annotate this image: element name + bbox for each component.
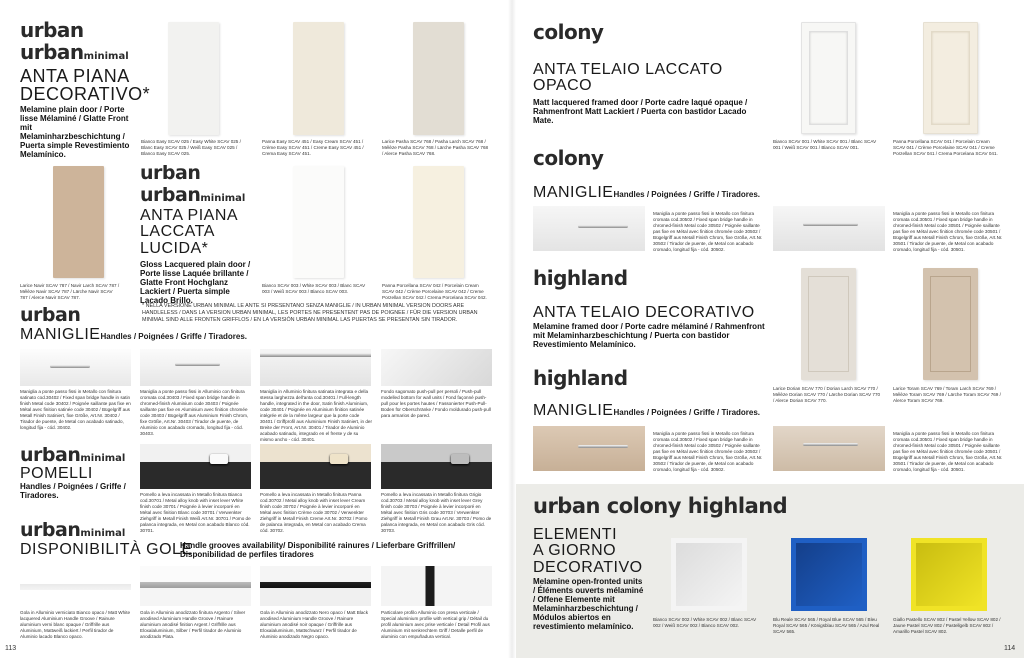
elementi-subtitle: Melamine open-fronted units / Éléments ouverts mélaminé / Offene Elemente mit Melaminharzbeschichtung / Módulos abiertos en revestimiento melamínico. bbox=[533, 577, 644, 631]
section-subtitle: Handles / Poignées / Griffe / Tiradores. bbox=[613, 408, 761, 417]
brand-logo-text: urban bbox=[20, 444, 81, 466]
knob-caption: Pomello a leva incassata in Metallo finitura Panna cod.30702 / Metal alloy knob with inset lever Cream finish code 30702 / Poignée à levier incorporé en Métal avec finition Crème code 30702 / Verwenkter Ziehgriff in Metall Finish Creme Art.Nr. 30702 / Pomo de palanca integrada, en Metal con acabado Crema cód. 30702. bbox=[260, 492, 368, 533]
unit-caption: Bianco SCAV 002 / White SCAV 002 / Blanc SCAV 002 / Weiß SCAV 002 / Blanco SCAV 002. bbox=[653, 617, 757, 628]
section-title: MANIGLIE bbox=[533, 184, 614, 201]
door-caption: Bianco Easy SCAV 025 / Easy White SCAV 025 / Blanc Easy SCAV 025 / Weiß Easy SCAV 025 / Blanco Easy SCAV 025. bbox=[141, 139, 241, 156]
groove-photo bbox=[20, 566, 131, 606]
groove-photo bbox=[140, 566, 251, 606]
door-caption: Panna Porcellana SCAV 042 / Porcelain Cream SCAV 042 / Crème Porcelaine SCAV 042 / Creme Porzellan SCAV 042 / Crema Porcelana SCAV 042. bbox=[382, 283, 487, 300]
anta-laccata-title bbox=[140, 208, 238, 257]
handle-caption: Maniglia a ponte passo fissi in Alluminio con finitura cromata cod.30403 / Fixed span bridge handle in chromed-finish Aluminium code 30403 / Poignée saillante pas fixe en Aluminium avec finition chromée code 30403 / Bügelgriff aus Aluminium Finish Chrom, fixe Größe, Art.Nr. 30403 / Tirador de puente, de Aluminio con acabado cromado, longitud fija - cód. 30403. bbox=[140, 389, 249, 436]
brand-logo-text: urban bbox=[20, 519, 81, 541]
brand-logo-suffix: minimal bbox=[83, 51, 129, 62]
door-caption: Panna Porcellana SCAV 041 / Porcelain Cream SCAV 041 / Crème Porcelaine SCAV 041 / Creme Porzellan SCAV 041 / Crema Porcelana SCAV 041. bbox=[893, 139, 998, 156]
page-number: 113 bbox=[5, 645, 17, 652]
title-line: ANTA PIANA bbox=[140, 207, 239, 224]
unit-interior bbox=[916, 543, 982, 606]
handle-photo bbox=[140, 349, 251, 386]
door-caption: Larice Navir SCAV 787 / Navir Larch SCAV 787 / Mélèze Navir SCAV 787 / Lärche Navir SCAV 787 / Alerce Navir SCAV 787. bbox=[20, 283, 120, 300]
elementi-title bbox=[533, 527, 643, 576]
brand-logo-urban: urban bbox=[533, 494, 600, 518]
door-caption: Panna Easy SCAV 451 / Easy Cream SCAV 451 / Crème Easy SCAV 451 / Creme Easy SCAV 451 / Crema Easy SCAV 451. bbox=[262, 139, 364, 156]
door-frame-panel bbox=[930, 276, 971, 372]
handle-caption: Maniglia a ponte passo fissi in Metallo con finitura satinato cod.30402 / Fixed span bridge handle in satin finish Metal code 30402 / Poignée saillante pas fixe en Métal avec finition satinée code 30402 / Bügelgriff aus Metall Finish Satiniert, fixe Größe, Art.Nr. 30402 / Tirador de puente, de Metal con acabado satinado, longitud fija - cód. 30402. bbox=[20, 389, 131, 430]
knob-photo bbox=[260, 444, 371, 489]
title-line: DECORATIVO* bbox=[20, 84, 151, 105]
handle-bar bbox=[50, 365, 90, 368]
highland-anta-title: ANTA TELAIO DECORATIVO bbox=[533, 304, 755, 321]
handle-photo bbox=[533, 206, 645, 251]
open-unit-swatch bbox=[791, 538, 867, 611]
knob-door-top bbox=[381, 444, 492, 462]
knob-caption: Pomello a leva incassata in Metallo finitura Grigio cod.30703 / Metal alloy knob with inset lever Grey finish code 30703 / Poignée à levier incorporé en Métal avec finition Gris code 30703 / Verwenkter Ziehgriff in Metall Finish Grau Art.Nr. 30703 / Pomo de palanca integrada, en Metal con acabado Gris cód. 30703. bbox=[381, 492, 492, 533]
brand-logo-highland: highland bbox=[533, 266, 628, 290]
door-swatch bbox=[413, 166, 464, 278]
anta-piana-title bbox=[20, 67, 150, 104]
handle-caption: Maniglia a ponte passo fissi in Metallo con finitura cromata cod.30502 / Fixed span bridge handle in chromed-finish Metal code 30502 / Poignée saillante pas fixe en Métal avec finition chromée code 30502 / Bügelgriff aus Metall Finish Chrom, fixe Größe, Art.Nr. 30502 / Tirador de puente, de Metal con acabado cromado, longitud fija - cód. 30502. bbox=[653, 431, 763, 472]
page-number: 114 bbox=[1004, 645, 1016, 652]
door-swatch bbox=[413, 22, 464, 135]
title-line: DECORATIVO bbox=[533, 558, 643, 576]
footnote: * NELLA VERSIONE URBAN MINIMAL LE ANTE SI PRESENTANO SENZA MANIGLIE / IN URBAN MINIMAL VERSION DOORS ARE HANDLELESS / DANS LA VERSION URBAN MINIMAL, LES PORTES NE PRESENTENT PAS DE POIGNEE / FÜR DIE VERSION URBAN MINIMAL SIND ALLE FRONTEN GRIFFLOS / EN LA VERSIÓN URBAN MINIMAL LAS PUERTAS SE PRESENTAN SIN TIRADOR. bbox=[142, 303, 478, 323]
brand-logo-suffix: minimal bbox=[80, 528, 126, 539]
anta-piana-subtitle: Melamine plain door / Porte lisse Mélaminé / Glatte Front mit Melaminharzbeschichtung / Puerta simple Revestimiento Melamínico. bbox=[20, 105, 130, 159]
groove-caption: Gola in Alluminio verniciato Bianco opaco / Matt White lacquered Aluminium Handle Groove / Rainure aluminium verni blanc opaque / Griffrille aus Aluminium, Mattweiß lackiert / Perfil tirador de Aluminio lacado Blanco opaco. bbox=[20, 610, 131, 639]
knob-door-top bbox=[140, 444, 251, 462]
page-spine bbox=[508, 0, 516, 658]
groove-caption: Particolare profilo Alluminio con presa verticale / Special aluminium profile with vertical grip / Détail du profil aluminium avec prise verticale / Detail Profil aus Aluminium mit senkrechtem Griff / Detalle perfil de aluminio con empuñadura vertical. bbox=[381, 610, 490, 639]
handle-photo bbox=[773, 206, 885, 251]
unit-interior bbox=[676, 543, 742, 606]
title-line: ANTA TELAIO LACCATO bbox=[533, 61, 723, 78]
title-line: OPACO bbox=[533, 77, 593, 95]
handle-photo bbox=[533, 426, 645, 471]
door-swatch bbox=[293, 166, 344, 278]
brand-logo-suffix: minimal bbox=[80, 453, 126, 464]
brand-logo-urban-minimal bbox=[20, 446, 125, 465]
handle-bar bbox=[803, 223, 858, 226]
groove-caption: Gola in Alluminio anodizzato finitura Argento / Silver anodised Aluminium Handle Groove / Rainure aluminium anodisé finition Argent / Griffrille aus Eloxalaluminium, Silber / Perfil tirador de Aluminio anodizado Plata. bbox=[140, 610, 246, 639]
brand-logo-suffix: minimal bbox=[200, 193, 246, 204]
door-caption: Bianco SCAV 003 / White SCAV 003 / Blanc SCAV 003 / Weiß SCAV 003 / Blanco SCAV 003. bbox=[262, 283, 366, 294]
handle-photo bbox=[773, 426, 885, 471]
brand-logo-colony: colony bbox=[606, 494, 681, 518]
groove-photo bbox=[260, 566, 371, 606]
brand-logo-urban-minimal bbox=[140, 186, 245, 205]
framed-door-swatch bbox=[801, 268, 856, 380]
framed-door-swatch bbox=[923, 268, 978, 380]
title-line: LUCIDA* bbox=[140, 239, 209, 257]
colony-anta-title bbox=[533, 62, 723, 95]
handle-photo bbox=[260, 349, 371, 386]
knob bbox=[330, 454, 348, 464]
brand-logo-urban: urban bbox=[20, 18, 84, 42]
highland-anta-subtitle: Melamine framed door / Porte cadre mélaminé / Rahmenfront mit Melaminharzbeschichtung / Puerta con bastidor Revestimiento Melamínico. bbox=[533, 322, 765, 349]
brand-logo-colony: colony bbox=[533, 20, 604, 44]
groove-photo bbox=[381, 566, 492, 606]
brand-logo-highland: highland bbox=[533, 366, 628, 390]
handle-caption: Fondo sagomato push-pull per persoli / Push-pull modelled bottom for wall units / Fond façonné push-pull pour les portes hautes / Fassonierter Push-Pull-Boden für Oberschränke / Fondo moldurado push-pull para armarios de pared. bbox=[381, 389, 491, 418]
subtitle-line: Disponibilidad de perfiles tiradores bbox=[180, 549, 314, 559]
knob bbox=[210, 454, 228, 464]
handle-bar bbox=[175, 363, 220, 366]
knob-photo bbox=[381, 444, 492, 489]
brand-logo-highland: highland bbox=[687, 494, 788, 518]
brand-logo-text: urban bbox=[20, 40, 84, 64]
door-swatch bbox=[293, 22, 344, 135]
pomelli-title: POMELLI bbox=[20, 465, 93, 482]
brand-logos-all bbox=[533, 496, 787, 517]
title-line: ELEMENTI bbox=[533, 526, 618, 543]
knob-photo bbox=[140, 444, 251, 489]
door-swatch bbox=[53, 166, 104, 278]
door-frame-panel bbox=[808, 276, 849, 372]
title-line: ANTA PIANA bbox=[20, 66, 130, 86]
door-frame-panel bbox=[931, 31, 970, 125]
handle-bar bbox=[803, 443, 858, 446]
unit-caption: Blu Reale SCAV 565 / Royal Blue SCAV 565 / Bleu Royal SCAV 565 / Königsblau SCAV 565 / Azul Real SCAV 565. bbox=[773, 617, 880, 634]
section-title: MANIGLIE bbox=[20, 326, 101, 343]
colony-anta-subtitle: Matt lacquered framed door / Porte cadre laqué opaque / Rahmenfront Matt Lackiert / Puerta con bastidor Lacado Mate. bbox=[533, 98, 748, 125]
highland-maniglie-title bbox=[533, 403, 760, 419]
gole-title: DISPONIBILITÀ GOLE bbox=[20, 541, 193, 558]
handle-bar bbox=[578, 225, 628, 228]
title-line: A GIORNO bbox=[533, 542, 617, 560]
knob-door-top bbox=[260, 444, 371, 462]
handle-bar bbox=[260, 353, 371, 357]
door-swatch bbox=[168, 22, 219, 135]
door-caption: Bianco SCAV 001 / White SCAV 001 / Blanc SCAV 001 / Weiß SCAV 001 / Blanco SCAV 001. bbox=[773, 139, 877, 150]
door-caption: Larice Dorian SCAV 770 / Dorian Larch SCAV 770 / Mélèze Dorian SCAV 770 / Lärche Dorian SCAV 770 / Alerce Dorian SCAV 770. bbox=[773, 386, 881, 403]
brand-logo-urban: urban bbox=[140, 162, 201, 184]
brand-logo-text: urban bbox=[140, 184, 201, 206]
brand-logo-urban-minimal bbox=[20, 521, 125, 540]
open-unit-swatch bbox=[911, 538, 987, 611]
maniglie-title bbox=[20, 327, 247, 343]
subtitle-line: Handle grooves availability/ Disponibilité rainures / Lieferbare Griffrillen/ bbox=[180, 541, 456, 550]
handle-bar bbox=[578, 445, 628, 448]
handle-caption: Maniglia in Alluminio finitura satinata integrata e della stessa larghezza dell'anta cod.30401 / Full-length handle, integrated in the door, Satin finish Aluminium, code 30401 / Poignée en Aluminium finition satinée intégrée et de la même largeur que la porte code 30401 / Griffprofil aus Aluminium Finish Satiniert, in der Breite der Front, Art.Nr. 30401 / Tirador de Aluminio acabado satinado, integrado en el frente y de su mismo ancho - cód. 30401. bbox=[260, 389, 373, 442]
door-caption: Larice Toram SCAV 769 / Toram Larch SCAV 769 / Mélèze Toram SCAV 769 / Lärche Toram SCAV 769 / Alerce Toram SCAV 769. bbox=[893, 386, 1001, 403]
open-unit-swatch bbox=[671, 538, 747, 611]
gole-subtitle bbox=[180, 542, 492, 560]
handle-caption: Maniglia a ponte passo fissi in Metallo con finitura cromata cod.30502 / Fixed span bridge handle in chromed-finish Metal code 30502 / Poignée saillante pas fixe en Métal avec finition chromée code 30502 / Bügelgriff aus Metall Finish Chrom, fixe Größe, Art.Nr. 30502 / Tirador de puente, de Metal con acabado cromado, longitud fija - cód. 30502. bbox=[653, 211, 763, 252]
unit-interior bbox=[796, 543, 862, 606]
title-line: LACCATA bbox=[140, 223, 215, 241]
knob bbox=[451, 454, 469, 464]
groove-caption: Gola in Alluminio anodizzato Nero opaco / Matt Black anodised Aluminium Handle Groove / Rainure aluminium anodisé noir opaque / Griffrille aus Eloxalaluminium, Mattschwarz / Perfil tirador de Aluminio anodizado Negro opaco. bbox=[260, 610, 369, 639]
knob-caption: Pomello a leva incassata in Metallo finitura Bianco cod.30701 / Metal alloy knob with inset lever White finish code 30701 / Poignée à levier incorporé en Métal avec finition Blanc code 30701 / Verwenkter Ziehgriff in Metall Finish Weiß Art.Nr. 30701 / Pomo de palanca integrada, en Metal con acabado Blanco cód. 30701. bbox=[140, 492, 251, 533]
brand-logo-urban: urban bbox=[20, 304, 81, 326]
door-frame-panel bbox=[809, 31, 848, 125]
brand-logo-colony: colony bbox=[533, 146, 604, 170]
pomelli-subtitle: Handles / Poignées / Griffe / Tiradores. bbox=[20, 482, 126, 500]
section-subtitle: Handles / Poignées / Griffe / Tiradores. bbox=[613, 190, 761, 199]
handle-caption: Maniglia a ponte passo fissi in Metallo con finitura cromata cod.30501 / Fixed span bridge handle in chromed-finish Metal code 30501 / Poignée saillante pas fixe en Métal avec finition chromée code 30501 / Bügelgriff aus Metall Finish Chrom, fixe Größe, Art.Nr. 30501 / Tirador de puente, de Metal con acabado cromado, longitud fija - cód. 30501. bbox=[893, 431, 1003, 472]
unit-caption: Giallo Pastello SCAV 802 / Pastel Yellow SCAV 802 / Jaune Pastel SCAV 802 / Pastellgelb SCAV 802 / Amarillo Pastel SCAV 802. bbox=[893, 617, 1001, 634]
brand-logo-urban-minimal bbox=[20, 42, 129, 62]
anta-laccata-subtitle: Gloss Lacquered plain door / Porte lisse Laquée brillante / Glatte Front Hochglanz Lackiert / Puerta simple Lacado Brillo. bbox=[140, 260, 251, 305]
handle-photo bbox=[381, 349, 492, 386]
framed-door-swatch bbox=[801, 22, 856, 134]
handle-photo bbox=[20, 349, 131, 386]
handle-caption: Maniglia a ponte passo fissi in Metallo con finitura cromata cod.30501 / Fixed span bridge handle in chromed-finish Metal code 30501 / Poignée saillante pas fixe en Métal avec finition chromée code 30501 / Bügelgriff aus Metall Finish Chrom, fixe Größe, Art.Nr. 30501 / Tirador de puente, de Metal con acabado cromado, longitud fija - cód. 30501. bbox=[893, 211, 1003, 252]
colony-maniglie-title bbox=[533, 185, 760, 201]
section-subtitle: Handles / Poignées / Griffe / Tiradores. bbox=[100, 332, 248, 341]
door-caption: Larice Pasha SCAV 768 / Pasha Larch SCAV 768 / Mélèze Pasha SCAV 768 / Lärche Pasha SCAV 768 / Alerce Pasha SCAV 768. bbox=[382, 139, 489, 156]
section-title: MANIGLIE bbox=[533, 402, 614, 419]
framed-door-swatch bbox=[923, 22, 978, 134]
